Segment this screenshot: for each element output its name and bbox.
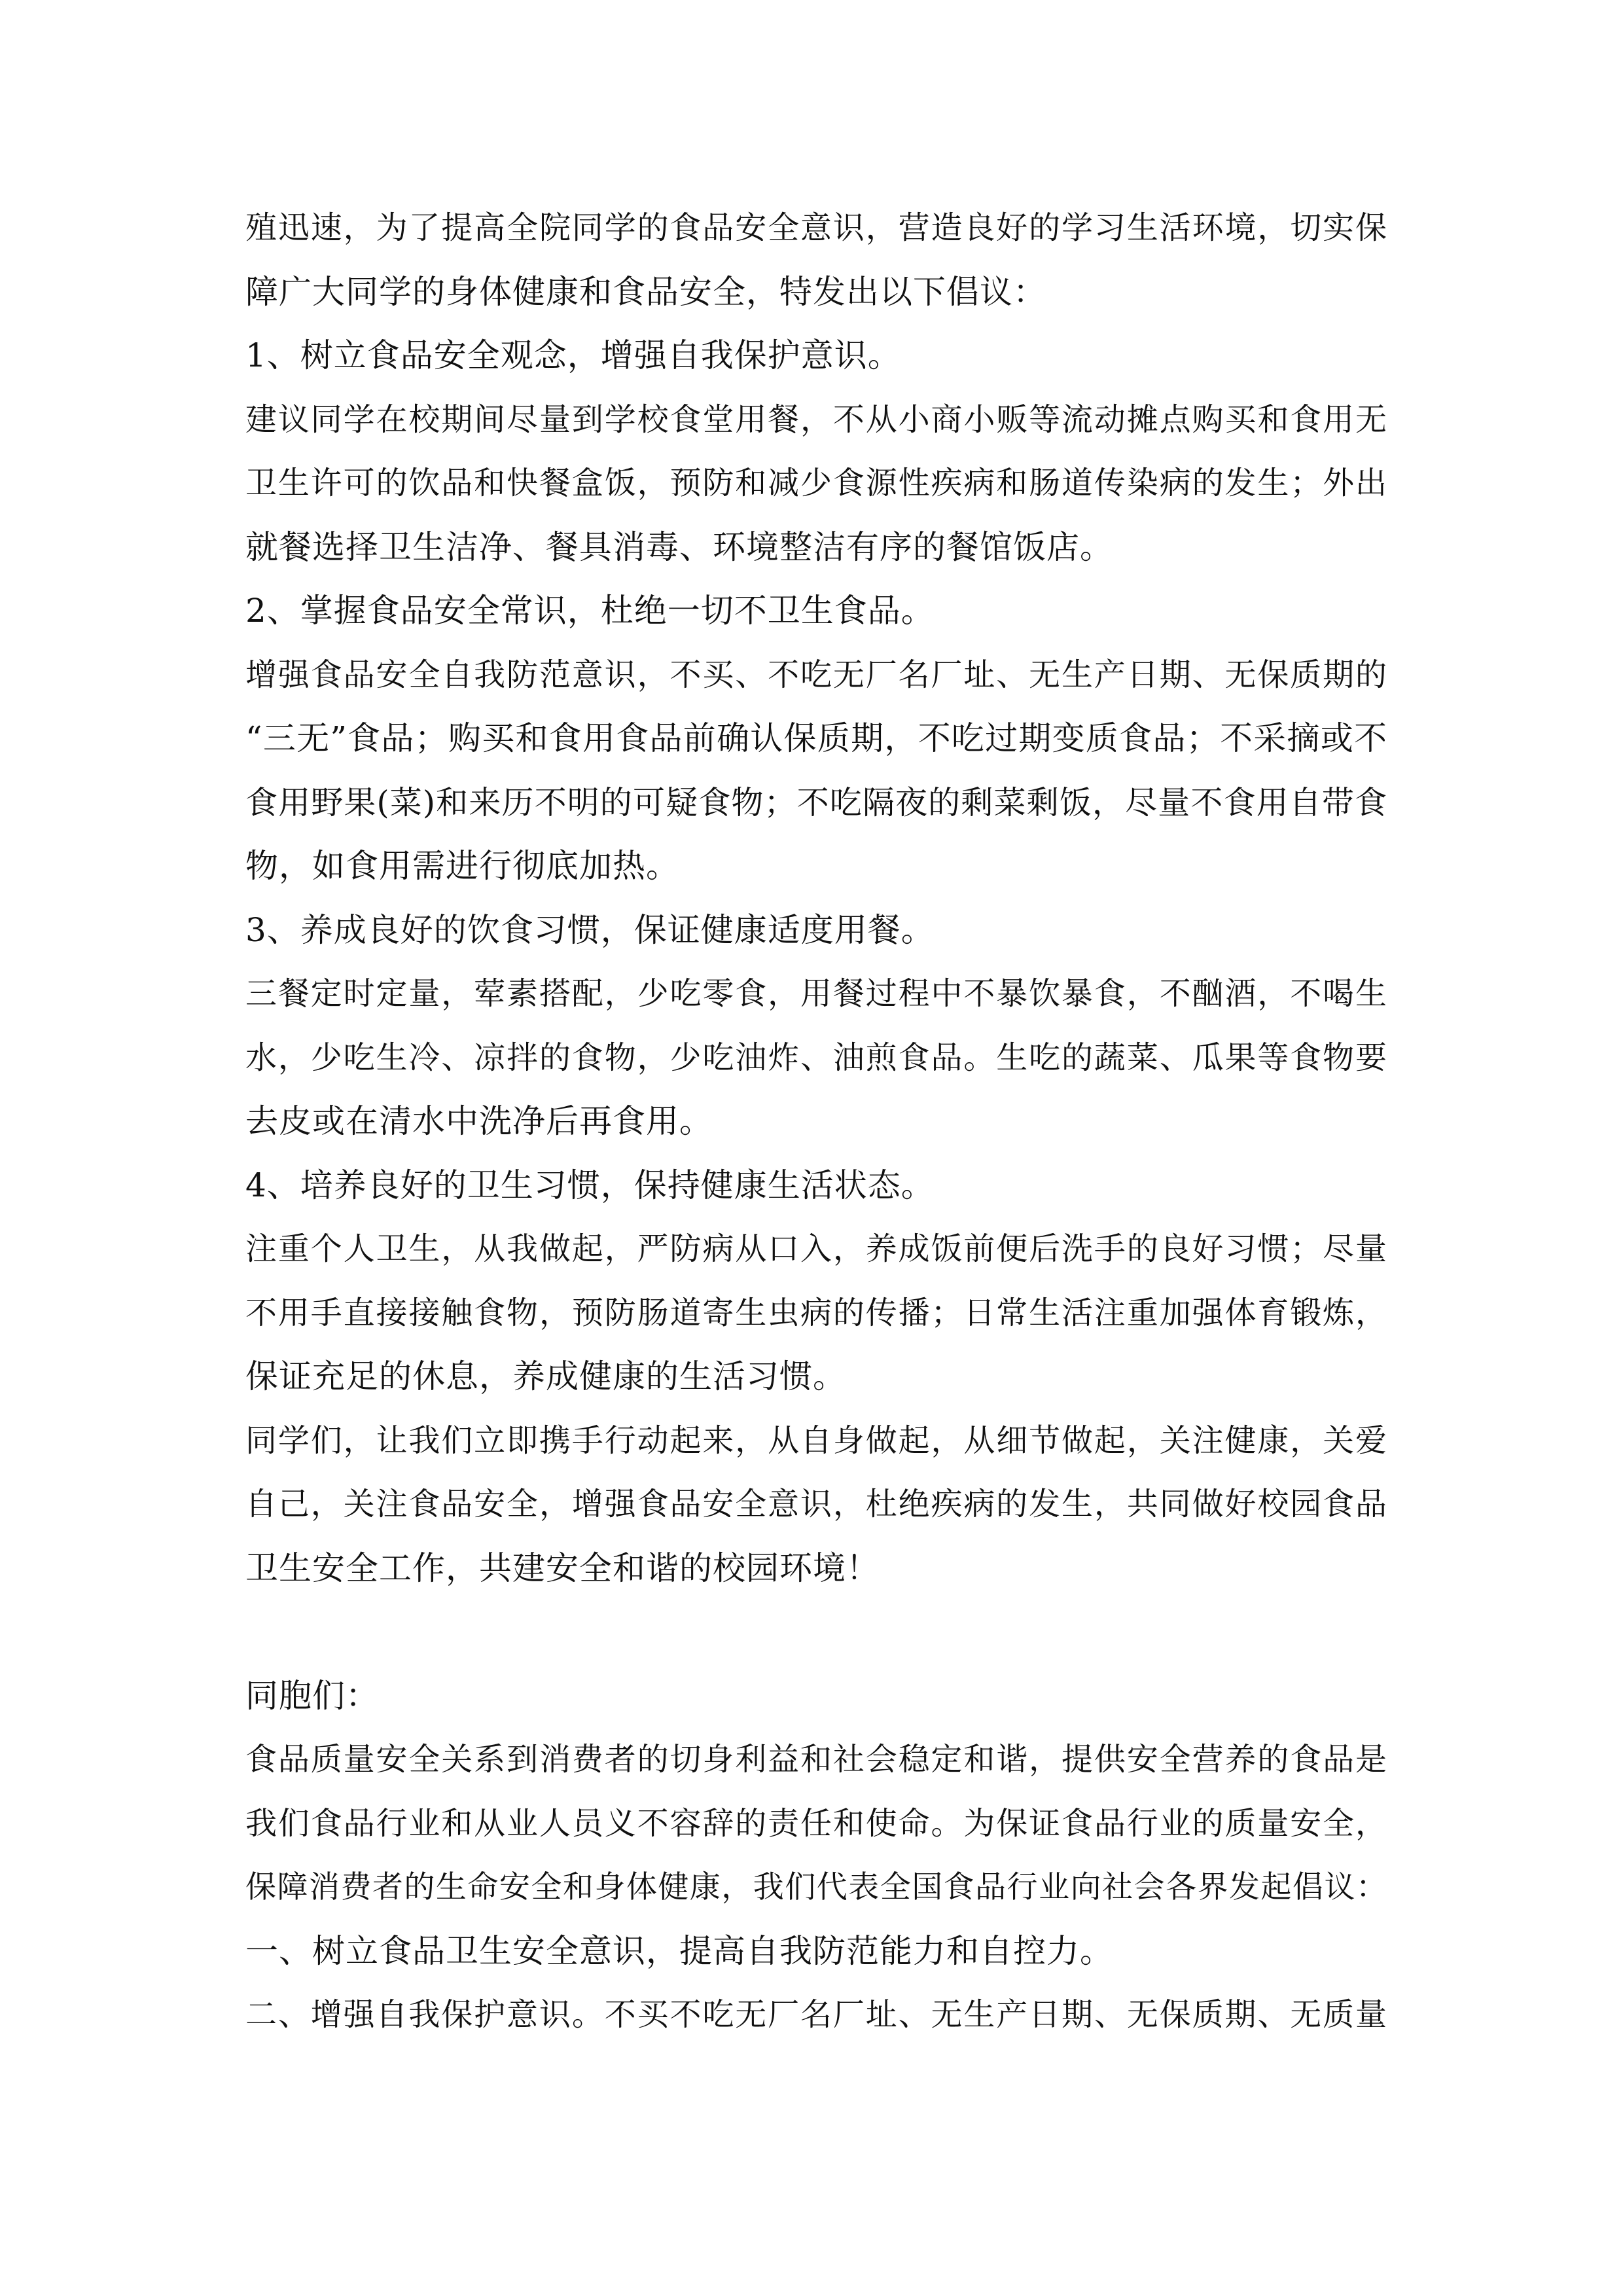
section2-intro-line: 食品质量安全关系到消费者的切身利益和社会稳定和谐，提供安全营养的食品是: [245, 1741, 1387, 1778]
item1-line: 卫生许可的饮品和快餐盒饭，预防和减少食源性疾病和肠道传染病的发生；外出: [245, 465, 1387, 501]
closing-line: 同学们，让我们立即携手行动起来，从自身做起，从细节做起，关注健康，关爱: [245, 1422, 1387, 1459]
item2-line: 食用野果(菜)和来历不明的可疑食物；不吃隔夜的剩菜剩饭，尽量不食用自带食: [245, 783, 1387, 821]
closing-line: 卫生安全工作，共建安全和谐的校园环境！: [245, 1549, 880, 1587]
item2-line: 增强食品安全自我防范意识，不买、不吃无厂名厂址、无生产日期、无保质期的: [245, 656, 1387, 693]
item1-heading: 1、树立食品安全观念，增强自我保护意识。: [245, 336, 901, 374]
item1-line: 建议同学在校期间尽量到学校食堂用餐，不从小商小贩等流动摊点购买和食用无: [245, 401, 1387, 438]
section2-intro-line: 保障消费者的生命安全和身体健康，我们代表全国食品行业向社会各界发起倡议：: [245, 1869, 1387, 1905]
salutation: 同胞们：: [245, 1676, 379, 1715]
item2-line: “三无”食品；购买和食用食品前确认保质期，不吃过期变质食品；不采摘或不: [245, 719, 1387, 757]
intro-line: 障广大同学的身体健康和食品安全，特发出以下倡议：: [245, 272, 1046, 311]
item3-line: 三餐定时定量，荤素搭配，少吃零食，用餐过程中不暴饮暴食，不酗酒，不喝生: [245, 975, 1387, 1012]
item4-heading: 4、培养良好的卫生习惯，保持健康生活状态。: [245, 1166, 935, 1204]
item3-heading: 3、养成良好的饮食习惯，保证健康适度用餐。: [245, 910, 935, 949]
section2-intro-line: 我们食品行业和从业人员义不容辞的责任和使命。为保证食品行业的质量安全，: [245, 1804, 1387, 1842]
item4-line: 注重个人卫生，从我做起，严防病从口入，养成饭前便后洗手的良好习惯；尽量: [245, 1230, 1387, 1267]
closing-line: 自己，关注食品安全，增强食品安全意识，杜绝疾病的发生，共同做好校园食品: [245, 1486, 1387, 1522]
section2-item2: 二、增强自我保护意识。不买不吃无厂名厂址、无生产日期、无保质期、无质量: [245, 1996, 1387, 2033]
item3-line: 水，少吃生冷、凉拌的食物，少吃油炸、油煎食品。生吃的蔬菜、瓜果等食物要: [245, 1039, 1387, 1076]
section-gap: [245, 1600, 1387, 1664]
intro-line: 殖迅速，为了提高全院同学的食品安全意识，营造良好的学习生活环境，切实保: [245, 209, 1387, 246]
item3-line: 去皮或在清水中洗净后再食用。: [245, 1102, 713, 1140]
item2-line: 物，如食用需进行彻底加热。: [245, 847, 679, 885]
document-body: [245, 196, 1387, 2047]
item2-heading: 2、掌握食品安全常识，杜绝一切不卫生食品。: [245, 592, 935, 630]
item4-line: 保证充足的休息，养成健康的生活习惯。: [245, 1357, 846, 1395]
item4-line: 不用手直接接触食物，预防肠道寄生虫病的传播；日常生活注重加强体育锻炼，: [245, 1294, 1387, 1331]
section2-item1: 一、树立食品卫生安全意识，提高自我防范能力和自控力。: [245, 1931, 1113, 1970]
item1-line: 就餐选择卫生洁净、餐具消毒、环境整洁有序的餐馆饭店。: [245, 528, 1113, 566]
